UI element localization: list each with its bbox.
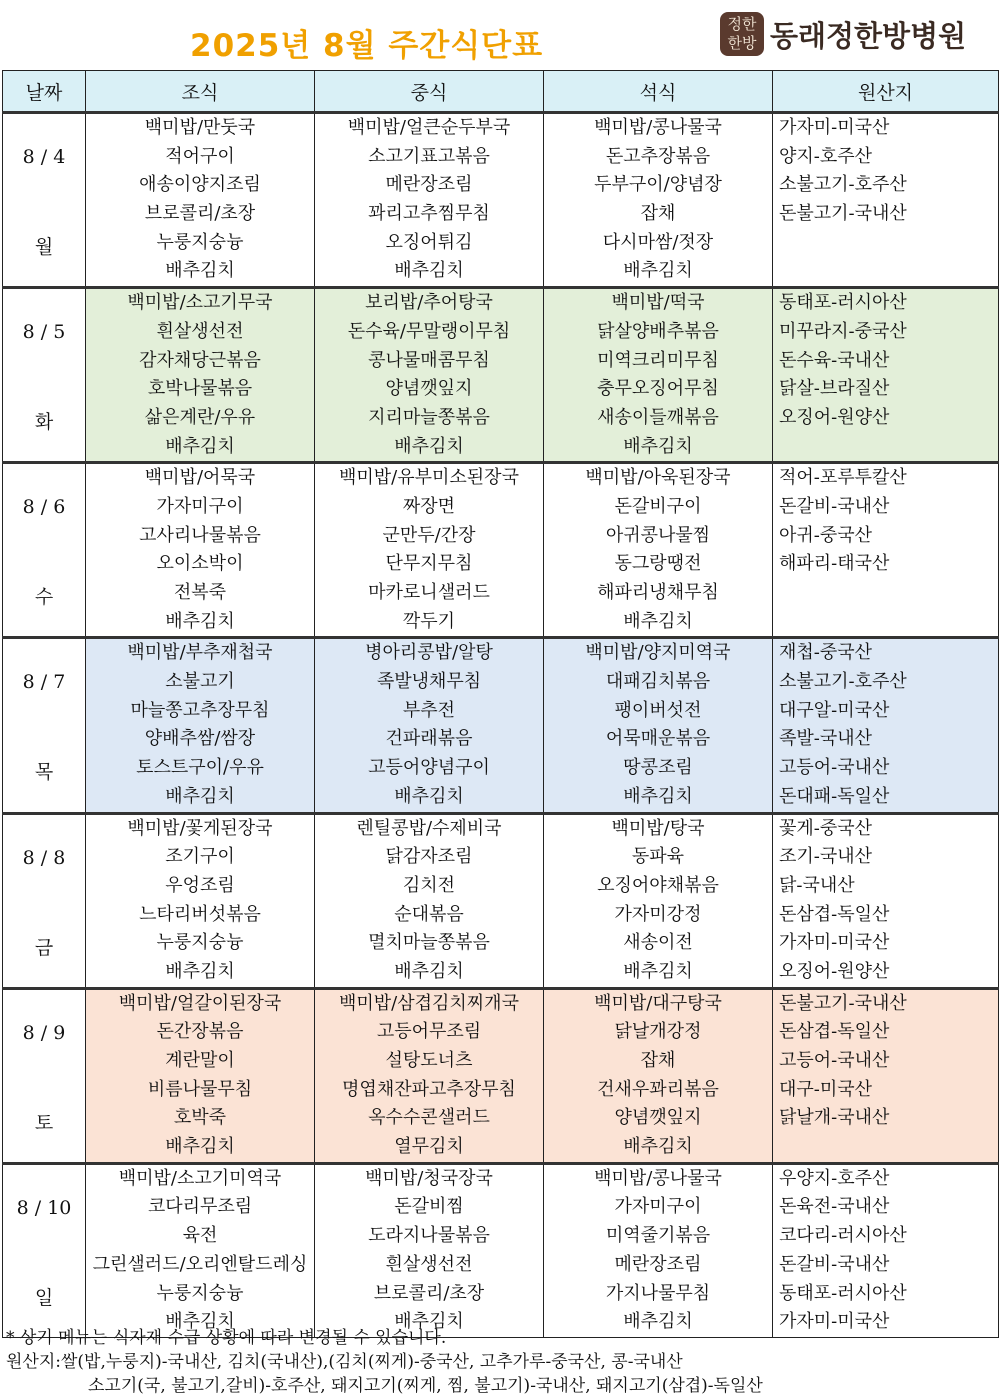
menu-item: 오이소박이	[156, 553, 244, 575]
menu-item: 도라지나물볶음	[368, 1225, 490, 1247]
origin-item: 동태포-러시아산	[779, 292, 907, 314]
menu-item: 적어구이	[165, 145, 235, 167]
day-row	[3, 988, 999, 1163]
menu-item: 동그랑땡전	[614, 553, 702, 575]
menu-item: 땅콩조림	[623, 757, 693, 779]
table-header-row	[3, 71, 999, 113]
menu-item: 삶은계란/우유	[144, 406, 256, 428]
origin-list	[773, 1165, 998, 1337]
menu-item: 백미밥/어묵국	[144, 467, 256, 489]
menu-item: 메란장조림	[385, 174, 473, 196]
menu-item: 가지나물무침	[605, 1282, 711, 1304]
lunch-cell	[315, 988, 544, 1163]
menu-item: 누룽지숭늉	[156, 1282, 244, 1304]
breakfast-menu-list	[86, 639, 314, 811]
origin-item: 재첩-중국산	[779, 642, 873, 664]
menu-item: 건새우꽈리볶음	[597, 1078, 719, 1100]
menu-item: 브로콜리/초장	[373, 1282, 485, 1304]
menu-item: 배추김치	[394, 1311, 464, 1333]
menu-item: 백미밥/얼갈이된장국	[118, 992, 282, 1014]
menu-item: 오징어튀김	[385, 231, 473, 253]
lunch-cell	[315, 288, 544, 463]
date-cell	[3, 638, 86, 813]
lunch-cell	[315, 638, 544, 813]
menu-item: 배추김치	[623, 1311, 693, 1333]
origin-item: 돈대패-독일산	[779, 785, 890, 807]
origin-list	[773, 464, 998, 579]
dinner-menu-list	[544, 990, 772, 1162]
dinner-cell	[544, 463, 773, 638]
menu-item: 백미밥/부추재첩국	[127, 642, 273, 664]
breakfast-menu-list	[86, 289, 314, 461]
origin-item: 아귀-중국산	[779, 524, 873, 546]
origin-item: 돈불고기-국내산	[779, 203, 907, 225]
origin-list	[773, 815, 998, 987]
lunch-menu-list	[315, 289, 543, 461]
menu-item: 두부구이/양념장	[594, 174, 722, 196]
breakfast-menu-list	[86, 1165, 314, 1337]
menu-item: 닭날개강정	[614, 1021, 702, 1043]
menu-item: 배추김치	[623, 260, 693, 282]
header-lunch: 중식	[315, 71, 544, 113]
day-row	[3, 1163, 999, 1337]
menu-item: 콩나물매콤무침	[368, 349, 490, 371]
origin-item: 돈육전-국내산	[779, 1196, 890, 1218]
origin-item: 대구-미국산	[779, 1078, 873, 1100]
breakfast-menu-list	[86, 464, 314, 636]
breakfast-cell	[86, 1163, 315, 1337]
menu-item: 미역줄기볶음	[605, 1225, 711, 1247]
origin-item: 돈삼겹-독일산	[779, 903, 890, 925]
day-row	[3, 813, 999, 988]
footnotes	[6, 1326, 763, 1398]
day-row	[3, 463, 999, 638]
header-dinner: 석식	[544, 71, 773, 113]
menu-item: 백미밥/얼큰순두부국	[347, 117, 511, 138]
menu-item: 명엽채잔파고추장무침	[342, 1078, 516, 1100]
dinner-cell	[544, 113, 773, 288]
menu-item: 흰살생선전	[385, 1253, 473, 1275]
menu-item: 육전	[182, 1225, 218, 1247]
header-breakfast: 조식	[86, 71, 315, 113]
origin-item: 조기-국내산	[779, 846, 873, 868]
lunch-menu-list	[315, 990, 543, 1162]
menu-item: 계란말이	[165, 1050, 235, 1071]
dinner-menu-list	[544, 1165, 772, 1337]
dinner-menu-list	[544, 289, 772, 461]
lunch-menu-list	[315, 815, 543, 987]
dinner-cell	[544, 288, 773, 463]
menu-item: 양배추쌈/쌈장	[144, 728, 256, 750]
menu-item: 백미밥/콩나물국	[594, 1167, 722, 1189]
origin-item: 동태포-러시아산	[779, 1282, 907, 1304]
date-cell	[3, 1163, 86, 1337]
menu-item: 배추김치	[623, 1136, 693, 1158]
origin-list	[773, 114, 998, 229]
dinner-cell	[544, 813, 773, 988]
menu-item: 오징어야채볶음	[597, 874, 719, 896]
origin-item: 가자미-미국산	[779, 932, 890, 954]
dinner-cell	[544, 638, 773, 813]
menu-item: 가자미구이	[156, 495, 244, 517]
menu-item: 코다리무조림	[147, 1196, 253, 1218]
menu-item: 새송이전	[623, 932, 693, 954]
lunch-menu-list	[315, 639, 543, 811]
origin-cell	[773, 813, 999, 988]
hospital-name: 동래정한방병원	[770, 18, 967, 53]
menu-item: 전복죽	[173, 582, 227, 603]
menu-item: 브로콜리/초장	[144, 203, 256, 225]
hospital-brand	[720, 12, 966, 56]
menu-item: 배추김치	[165, 785, 235, 807]
menu-item: 가자미강정	[614, 903, 702, 925]
menu-item: 옥수수콘샐러드	[368, 1107, 490, 1129]
menu-item: 깍두기	[402, 610, 456, 632]
menu-item: 배추김치	[165, 1136, 235, 1158]
dinner-cell	[544, 1163, 773, 1337]
breakfast-cell	[86, 463, 315, 638]
menu-item: 소불고기	[165, 671, 235, 693]
menu-item: 조기구이	[165, 846, 235, 868]
day-row	[3, 638, 999, 813]
origin-notice-line2: 소고기(국, 불고기,갈비)-호주산, 돼지고기(찌게, 찜, 불고기)-국내산, 돼지고기(삼겹)-독일산	[88, 1376, 763, 1396]
menu-item: 순대볶음	[394, 903, 464, 925]
menu-item: 김치전	[402, 874, 456, 896]
origin-item: 미꾸라지-중국산	[779, 320, 907, 342]
menu-item: 애송이양지조림	[139, 174, 261, 196]
lunch-cell	[315, 463, 544, 638]
origin-item: 우양지-호주산	[779, 1167, 890, 1189]
breakfast-cell	[86, 813, 315, 988]
menu-item: 백미밥/소고기무국	[127, 292, 273, 314]
menu-item: 부추전	[402, 699, 456, 721]
menu-item: 배추김치	[623, 610, 693, 632]
origin-item: 오징어-원양산	[779, 960, 890, 982]
menu-item: 느타리버섯볶음	[139, 903, 261, 925]
date-label: 8 / 10	[16, 1196, 72, 1219]
origin-notice-line1: 원산지:쌀(밥,누룽지)-국내산, 김치(국내산),(김치(찌게)-중국산, 고추가루-중국산, 콩-국내산	[6, 1352, 683, 1372]
menu-item: 누룽지숭늉	[156, 231, 244, 253]
menu-item: 호박나물볶음	[147, 378, 253, 400]
page-title: 2025년 8월 주간식단표	[190, 28, 544, 64]
menu-item: 백미밥/아욱된장국	[585, 467, 731, 489]
origin-item: 가자미-미국산	[779, 1311, 890, 1333]
menu-item: 배추김치	[623, 960, 693, 982]
origin-item: 소불고기-호주산	[779, 671, 907, 693]
origin-item: 돈갈비-국내산	[779, 1253, 890, 1275]
lunch-cell	[315, 113, 544, 288]
menu-item: 배추김치	[165, 610, 235, 632]
origin-item: 대구알-미국산	[779, 699, 890, 721]
dinner-menu-list	[544, 114, 772, 286]
date-label: 8 / 7	[22, 671, 66, 694]
breakfast-cell	[86, 288, 315, 463]
weekly-menu-table	[2, 70, 999, 1338]
menu-item: 메란장조림	[614, 1253, 702, 1275]
menu-item: 배추김치	[623, 435, 693, 457]
weekday-label: 일	[34, 1286, 54, 1309]
origin-item: 소불고기-호주산	[779, 174, 907, 196]
change-notice: * 상기 메뉴는 식자재 수급 상황에 따라 변경될 수 있습니다.	[6, 1328, 447, 1348]
menu-item: 토스트구이/우유	[136, 757, 264, 779]
origin-item: 코다리-러시아산	[779, 1225, 907, 1247]
day-row	[3, 113, 999, 288]
breakfast-menu-list	[86, 815, 314, 987]
menu-item: 꽈리고추찜무침	[368, 203, 490, 225]
menu-item: 대패김치볶음	[605, 671, 711, 693]
lunch-menu-list	[315, 114, 543, 286]
date-cell	[3, 113, 86, 288]
origin-item: 고등어-국내산	[779, 1050, 890, 1071]
date-label: 8 / 5	[22, 321, 66, 344]
breakfast-cell	[86, 638, 315, 813]
menu-item: 돈간장볶음	[156, 1021, 244, 1043]
origin-item: 가자미-미국산	[779, 117, 890, 138]
seal-text-bottom: 한방	[727, 34, 757, 52]
menu-item: 아귀콩나물찜	[605, 524, 711, 546]
breakfast-cell	[86, 988, 315, 1163]
menu-item: 고등어양념구이	[368, 757, 490, 779]
menu-item: 충무오징어무침	[597, 378, 719, 400]
lunch-cell	[315, 813, 544, 988]
menu-item: 백미밥/만둣국	[144, 117, 256, 138]
breakfast-menu-list	[86, 990, 314, 1162]
menu-item: 배추김치	[165, 260, 235, 282]
menu-item: 새송이들깨볶음	[597, 406, 719, 428]
date-cell	[3, 463, 86, 638]
origin-item: 닭날개-국내산	[779, 1107, 890, 1129]
menu-item: 단무지무침	[385, 553, 473, 575]
menu-item: 어묵매운볶음	[605, 728, 711, 750]
menu-item: 팽이버섯전	[614, 699, 702, 721]
dinner-menu-list	[544, 464, 772, 636]
menu-item: 보리밥/추어탕국	[365, 292, 493, 314]
menu-item: 족발냉채무침	[376, 671, 482, 693]
lunch-menu-list	[315, 1165, 543, 1337]
menu-item: 동파육	[631, 846, 685, 868]
menu-item: 백미밥/양지미역국	[585, 642, 731, 664]
weekday-label: 토	[34, 1111, 54, 1134]
menu-item: 감자채당근볶음	[139, 349, 261, 371]
menu-item: 백미밥/떡국	[611, 292, 705, 314]
origin-item: 적어-포루투칼산	[779, 467, 907, 489]
menu-item: 우엉조림	[165, 874, 235, 896]
origin-cell	[773, 288, 999, 463]
menu-item: 백미밥/대구탕국	[594, 992, 722, 1014]
origin-list	[773, 639, 998, 811]
menu-item: 배추김치	[394, 785, 464, 807]
dinner-cell	[544, 988, 773, 1163]
menu-item: 마카로니샐러드	[368, 582, 490, 603]
menu-item: 설탕도너츠	[385, 1050, 473, 1071]
menu-item: 건파래볶음	[385, 728, 473, 750]
menu-item: 돈갈비찜	[394, 1196, 464, 1218]
breakfast-cell	[86, 113, 315, 288]
origin-item: 양지-호주산	[779, 145, 873, 167]
origin-cell	[773, 463, 999, 638]
menu-item: 돈갈비구이	[614, 495, 702, 517]
menu-item: 병아리콩밥/알탕	[365, 642, 493, 664]
lunch-menu-list	[315, 464, 543, 636]
menu-item: 마늘쫑고추장무침	[130, 699, 270, 721]
breakfast-menu-list	[86, 114, 314, 286]
menu-item: 배추김치	[165, 960, 235, 982]
menu-item: 짜장면	[402, 495, 456, 517]
date-label: 8 / 4	[22, 146, 66, 168]
menu-item: 백미밥/탕국	[611, 817, 705, 839]
menu-item: 배추김치	[394, 260, 464, 282]
origin-item: 꽃게-중국산	[779, 817, 873, 839]
menu-item: 군만두/간장	[382, 524, 476, 546]
hospital-logo-seal	[720, 12, 764, 56]
origin-item: 돈불고기-국내산	[779, 992, 907, 1014]
weekday-label: 수	[34, 586, 54, 609]
origin-item: 돈수육-국내산	[779, 349, 890, 371]
weekday-label: 화	[34, 411, 54, 434]
date-cell	[3, 813, 86, 988]
menu-item: 배추김치	[394, 960, 464, 982]
day-row	[3, 288, 999, 463]
origin-item: 족발-국내산	[779, 728, 873, 750]
origin-item: 닭-국내산	[779, 874, 855, 896]
weekday-label: 목	[34, 761, 54, 784]
menu-item: 잡채	[640, 203, 676, 225]
menu-item: 호박죽	[173, 1107, 227, 1129]
menu-item: 다시마쌈/젓장	[602, 231, 714, 253]
menu-item: 잡채	[640, 1050, 676, 1071]
menu-item: 백미밥/유부미소된장국	[339, 467, 519, 489]
menu-item: 고사리나물볶음	[139, 524, 261, 546]
menu-item: 백미밥/삼겹김치찌개국	[339, 992, 519, 1014]
menu-item: 열무김치	[394, 1136, 464, 1158]
menu-item: 백미밥/콩나물국	[594, 117, 722, 138]
origin-cell	[773, 988, 999, 1163]
date-label: 8 / 9	[22, 1021, 66, 1044]
origin-list	[773, 990, 998, 1133]
origin-item: 돈갈비-국내산	[779, 495, 890, 517]
date-label: 8 / 6	[22, 496, 66, 519]
origin-list	[773, 289, 998, 432]
menu-item: 백미밥/꽃게된장국	[127, 817, 273, 839]
menu-item: 돈수육/무말랭이무침	[347, 320, 511, 342]
seal-text-top: 정한	[727, 15, 757, 33]
menu-item: 누룽지숭늉	[156, 932, 244, 954]
origin-item: 돈삼겹-독일산	[779, 1021, 890, 1043]
origin-cell	[773, 113, 999, 288]
menu-item: 배추김치	[165, 1311, 235, 1333]
menu-item: 가자미구이	[614, 1196, 702, 1218]
menu-body	[3, 113, 999, 1338]
menu-item: 돈고추장볶음	[605, 145, 711, 167]
header-date: 날짜	[3, 71, 86, 113]
origin-item: 고등어-국내산	[779, 757, 890, 779]
date-cell	[3, 288, 86, 463]
menu-item: 지리마늘쫑볶음	[368, 406, 490, 428]
lunch-cell	[315, 1163, 544, 1337]
origin-cell	[773, 638, 999, 813]
date-cell	[3, 988, 86, 1163]
menu-item: 배추김치	[623, 785, 693, 807]
menu-item: 멸치마늘쫑볶음	[368, 932, 490, 954]
dinner-menu-list	[544, 815, 772, 987]
weekday-label: 월	[34, 236, 54, 258]
menu-item: 고등어무조림	[376, 1021, 482, 1043]
menu-item: 배추김치	[165, 435, 235, 457]
menu-item: 백미밥/청국장국	[365, 1167, 493, 1189]
menu-item: 비름나물무침	[147, 1078, 253, 1100]
menu-item: 해파리냉채무침	[597, 582, 719, 603]
menu-item: 렌틸콩밥/수제비국	[356, 817, 502, 839]
header-origin: 원산지	[773, 71, 999, 113]
menu-item: 닭감자조림	[385, 846, 473, 868]
menu-item: 미역크리미무침	[597, 349, 719, 371]
dinner-menu-list	[544, 639, 772, 811]
menu-item: 양념깻잎지	[385, 378, 473, 400]
origin-cell	[773, 1163, 999, 1337]
menu-item: 닭살양배추볶음	[597, 320, 719, 342]
menu-item: 배추김치	[394, 435, 464, 457]
weekday-label: 금	[34, 936, 54, 959]
origin-item: 닭살-브라질산	[779, 378, 890, 400]
menu-item: 소고기표고볶음	[368, 145, 490, 167]
menu-item: 백미밥/소고기미역국	[118, 1167, 282, 1189]
date-label: 8 / 8	[22, 846, 66, 869]
menu-item: 양념깻잎지	[614, 1107, 702, 1129]
menu-item: 그린샐러드/오리엔탈드레싱	[92, 1253, 308, 1275]
origin-item: 오징어-원양산	[779, 406, 890, 428]
origin-item: 해파리-태국산	[779, 553, 890, 575]
menu-item: 흰살생선전	[156, 320, 244, 342]
